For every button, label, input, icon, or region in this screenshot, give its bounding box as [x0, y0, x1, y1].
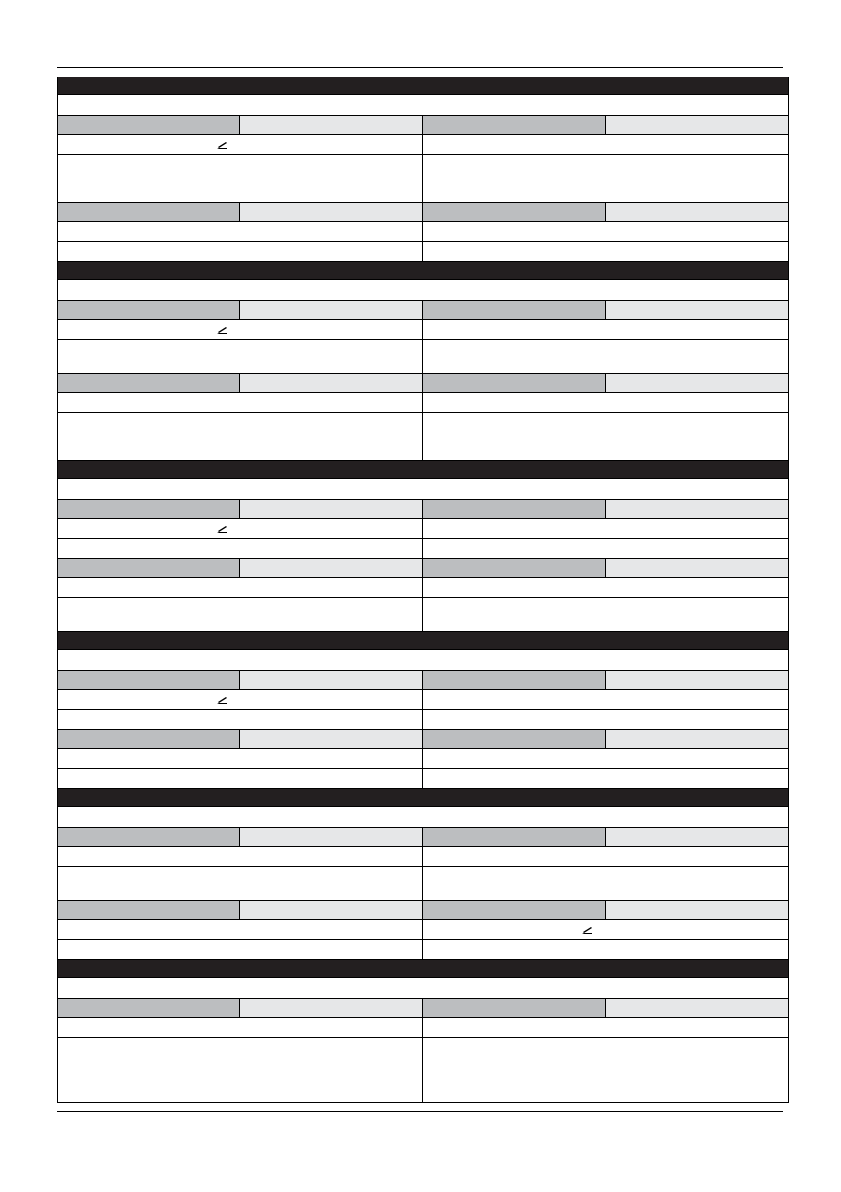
param-detail — [58, 940, 423, 959]
param-range — [240, 559, 422, 577]
param-value-row — [58, 749, 788, 769]
param-description — [58, 578, 423, 597]
section-description — [58, 807, 788, 828]
param-description — [423, 690, 788, 709]
param-name — [58, 559, 240, 577]
param-detail — [423, 539, 788, 558]
param-header — [58, 828, 423, 846]
param-detail — [58, 867, 423, 900]
section-description — [58, 479, 788, 500]
param-detail-row — [58, 710, 788, 730]
param-header — [58, 301, 423, 319]
param-description — [423, 519, 788, 538]
param-detail-row — [58, 867, 788, 901]
param-detail — [423, 340, 788, 373]
param-range — [606, 301, 789, 319]
param-range — [606, 671, 789, 689]
param-detail — [58, 155, 423, 202]
param-name — [423, 374, 606, 392]
param-name — [58, 374, 240, 392]
param-description — [58, 847, 423, 866]
param-description — [423, 222, 788, 241]
param-description — [58, 749, 423, 768]
param-header — [423, 730, 788, 748]
param-detail — [58, 1038, 423, 1102]
param-name — [58, 828, 240, 846]
param-header-row — [58, 999, 788, 1018]
param-value-row — [58, 393, 788, 413]
param-detail-row — [58, 940, 788, 960]
param-range — [240, 301, 422, 319]
section-title — [58, 632, 788, 650]
param-range — [240, 671, 422, 689]
param-range — [240, 828, 422, 846]
param-name — [58, 671, 240, 689]
param-description — [58, 690, 423, 709]
param-detail — [58, 710, 423, 729]
param-name — [58, 999, 240, 1017]
param-description — [423, 320, 788, 339]
param-header — [58, 374, 423, 392]
param-detail — [58, 413, 423, 460]
param-name — [423, 901, 606, 919]
param-name — [423, 671, 606, 689]
param-description — [423, 135, 788, 154]
param-name — [58, 730, 240, 748]
param-detail — [423, 710, 788, 729]
param-header — [58, 500, 423, 518]
param-header-row — [58, 828, 788, 847]
section-description — [58, 650, 788, 671]
param-detail-row — [58, 598, 788, 632]
param-header — [423, 500, 788, 518]
param-header-row — [58, 730, 788, 749]
param-detail-row — [58, 155, 788, 203]
param-description — [58, 135, 423, 154]
param-range — [606, 500, 789, 518]
section-title — [58, 960, 788, 978]
param-range — [606, 999, 789, 1017]
param-range — [240, 203, 422, 221]
expression-pedal-icon — [216, 524, 228, 534]
section-title — [58, 77, 788, 95]
param-detail-row — [58, 413, 788, 461]
param-range — [240, 500, 422, 518]
param-detail — [423, 155, 788, 202]
section-description — [58, 280, 788, 301]
expression-pedal-icon — [216, 695, 228, 705]
param-range — [606, 116, 789, 134]
param-range — [606, 828, 789, 846]
param-header-row — [58, 559, 788, 578]
param-description — [58, 222, 423, 241]
param-header-row — [58, 374, 788, 393]
param-description — [58, 320, 423, 339]
param-range — [240, 116, 422, 134]
param-value-row — [58, 920, 788, 940]
param-value-row — [58, 847, 788, 867]
param-header — [58, 671, 423, 689]
param-header — [58, 559, 423, 577]
param-header-row — [58, 203, 788, 222]
param-header — [423, 901, 788, 919]
expression-pedal-icon — [581, 925, 593, 935]
param-range — [240, 999, 422, 1017]
footer-rule — [57, 1111, 783, 1112]
param-description — [58, 920, 423, 939]
param-value-row — [58, 519, 788, 539]
param-description — [423, 920, 788, 939]
param-name — [58, 901, 240, 919]
param-header — [423, 301, 788, 319]
param-header — [58, 901, 423, 919]
param-detail — [58, 769, 423, 788]
param-header — [58, 999, 423, 1017]
section-title — [58, 262, 788, 280]
expression-pedal-icon — [216, 325, 228, 335]
header-rule — [57, 67, 783, 68]
param-detail — [58, 340, 423, 373]
param-detail — [58, 242, 423, 261]
param-name — [423, 730, 606, 748]
param-description — [423, 749, 788, 768]
param-name — [58, 203, 240, 221]
param-header — [58, 116, 423, 134]
effect-parameter-table — [57, 77, 789, 1103]
param-detail — [423, 413, 788, 460]
param-name — [58, 301, 240, 319]
param-detail — [58, 539, 423, 558]
param-detail — [58, 598, 423, 631]
param-header-row — [58, 301, 788, 320]
param-description — [423, 847, 788, 866]
param-value-row — [58, 690, 788, 710]
param-header — [423, 374, 788, 392]
param-detail-row — [58, 340, 788, 374]
param-value-row — [58, 135, 788, 155]
param-header — [423, 999, 788, 1017]
param-header — [58, 730, 423, 748]
param-header — [423, 671, 788, 689]
param-header — [58, 203, 423, 221]
param-description — [58, 519, 423, 538]
param-range — [240, 730, 422, 748]
param-detail — [423, 1038, 788, 1102]
param-header-row — [58, 671, 788, 690]
expression-pedal-icon — [216, 140, 228, 150]
param-value-row — [58, 222, 788, 242]
section-description — [58, 95, 788, 116]
param-header-row — [58, 116, 788, 135]
section-title — [58, 461, 788, 479]
param-value-row — [58, 578, 788, 598]
param-header — [423, 203, 788, 221]
param-header — [423, 559, 788, 577]
param-range — [606, 559, 789, 577]
param-description — [423, 578, 788, 597]
param-header — [423, 116, 788, 134]
param-description — [58, 1018, 423, 1037]
param-detail — [423, 598, 788, 631]
param-header — [423, 828, 788, 846]
param-range — [606, 901, 789, 919]
param-detail-row — [58, 539, 788, 559]
param-range — [606, 203, 789, 221]
section-description — [58, 978, 788, 999]
param-value-row — [58, 1018, 788, 1038]
param-detail — [423, 242, 788, 261]
param-detail-row — [58, 242, 788, 262]
param-detail — [423, 769, 788, 788]
param-description — [58, 393, 423, 412]
param-name — [423, 116, 606, 134]
param-description — [423, 393, 788, 412]
param-range — [240, 901, 422, 919]
param-name — [423, 559, 606, 577]
param-detail — [423, 940, 788, 959]
param-detail-row — [58, 1038, 788, 1102]
param-name — [423, 500, 606, 518]
param-range — [606, 730, 789, 748]
param-header-row — [58, 500, 788, 519]
param-value-row — [58, 320, 788, 340]
param-name — [423, 999, 606, 1017]
param-description — [423, 1018, 788, 1037]
param-name — [423, 203, 606, 221]
param-detail — [423, 867, 788, 900]
param-range — [606, 374, 789, 392]
param-name — [423, 828, 606, 846]
param-detail-row — [58, 769, 788, 789]
param-name — [423, 301, 606, 319]
param-name — [58, 116, 240, 134]
param-range — [240, 374, 422, 392]
param-header-row — [58, 901, 788, 920]
section-title — [58, 789, 788, 807]
param-name — [58, 500, 240, 518]
